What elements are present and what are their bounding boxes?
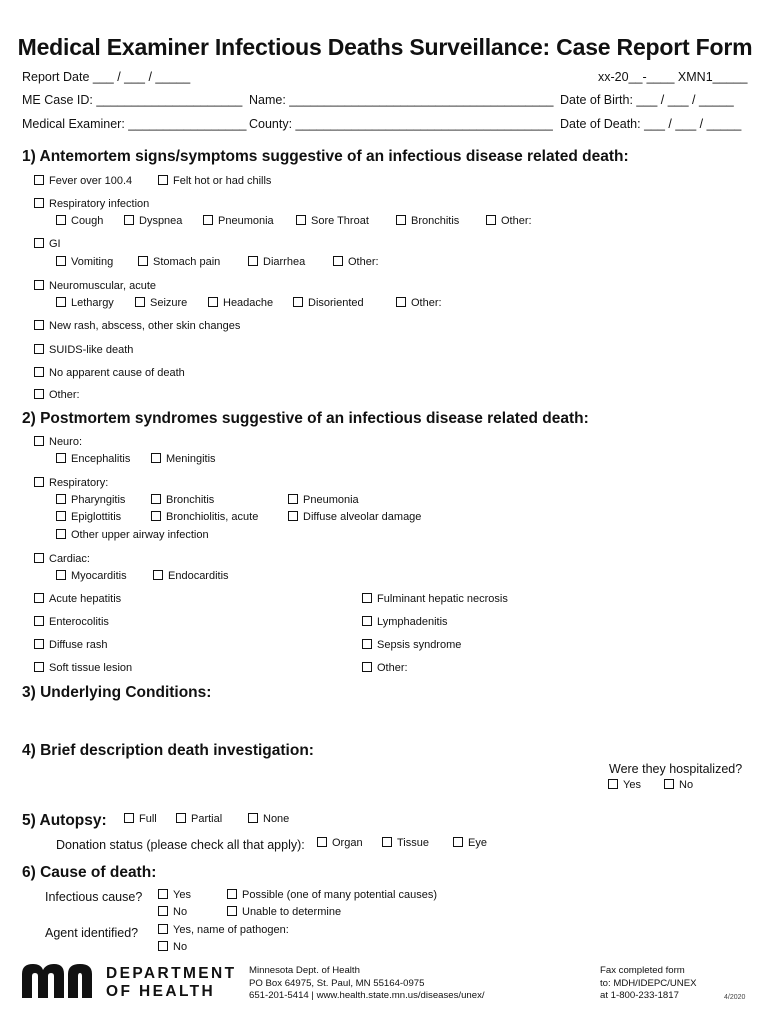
case-code-field[interactable]: xx-20__-____ XMN1_____ <box>598 70 748 84</box>
lymphadenitis-option[interactable]: Lymphadenitis <box>362 616 448 628</box>
agent-yes-option[interactable]: Yes, name of pathogen: <box>158 924 289 936</box>
myocarditis-option[interactable]: Myocarditis <box>56 570 127 582</box>
checkbox[interactable] <box>34 616 44 626</box>
checkbox[interactable] <box>158 175 168 185</box>
respiratory-infection-option[interactable]: Respiratory infection <box>34 198 149 210</box>
checkbox[interactable] <box>208 297 218 307</box>
section-6-title: 6) Cause of death: <box>22 864 157 881</box>
cardiac-option[interactable]: Cardiac: <box>34 553 90 565</box>
checkbox[interactable] <box>362 662 372 672</box>
checkbox[interactable] <box>317 837 327 847</box>
section-2-title: 2) Postmortem syndromes suggestive of an infectious disease related death: <box>22 410 589 427</box>
checkbox[interactable] <box>34 280 44 290</box>
checkbox[interactable] <box>158 941 168 951</box>
gi-option[interactable]: GI <box>34 238 61 250</box>
checkbox[interactable] <box>124 813 134 823</box>
vomiting-option[interactable]: Vomiting <box>56 256 113 268</box>
checkbox[interactable] <box>34 344 44 354</box>
epiglottitis-option[interactable]: Epiglottitis <box>56 511 121 523</box>
unable-determine-option[interactable]: Unable to determine <box>227 906 341 918</box>
checkbox[interactable] <box>34 367 44 377</box>
section-4-title: 4) Brief description death investigation: <box>22 742 314 759</box>
checkbox[interactable] <box>56 215 66 225</box>
checkbox[interactable] <box>362 639 372 649</box>
checkbox[interactable] <box>396 297 406 307</box>
checkbox[interactable] <box>453 837 463 847</box>
checkbox[interactable] <box>56 570 66 580</box>
checkbox[interactable] <box>227 906 237 916</box>
county-field[interactable]: County: _____________________________________ <box>249 117 553 131</box>
soft-tissue-lesion-option[interactable]: Soft tissue lesion <box>34 662 132 674</box>
checkbox[interactable] <box>153 570 163 580</box>
donation-tissue-option[interactable]: Tissue <box>382 837 429 849</box>
checkbox[interactable] <box>227 889 237 899</box>
checkbox[interactable] <box>34 553 44 563</box>
sore-throat-option[interactable]: Sore Throat <box>296 215 369 227</box>
checkbox[interactable] <box>151 453 161 463</box>
pm-bronchitis-option[interactable]: Bronchitis <box>151 494 214 506</box>
infectious-yes-option[interactable]: Yes <box>158 889 191 901</box>
meningitis-option[interactable]: Meningitis <box>151 453 216 465</box>
checkbox[interactable] <box>486 215 496 225</box>
checkbox[interactable] <box>396 215 406 225</box>
diffuse-rash-option[interactable]: Diffuse rash <box>34 639 108 651</box>
autopsy-none-option[interactable]: None <box>248 813 289 825</box>
checkbox[interactable] <box>293 297 303 307</box>
stomach-pain-option[interactable]: Stomach pain <box>138 256 220 268</box>
checkbox[interactable] <box>362 616 372 626</box>
checkbox[interactable] <box>138 256 148 266</box>
checkbox[interactable] <box>151 494 161 504</box>
hospitalized-yes-option[interactable]: Yes <box>608 779 641 791</box>
neuro-other-option[interactable]: Other: <box>396 297 442 309</box>
donation-status-label: Donation status (please check all that apply): <box>56 838 305 852</box>
checkbox[interactable] <box>34 238 44 248</box>
checkbox[interactable] <box>151 511 161 521</box>
section-5-title: 5) Autopsy: <box>22 812 107 829</box>
checkbox[interactable] <box>34 436 44 446</box>
dob-field[interactable]: Date of Birth: ___ / ___ / _____ <box>560 93 734 107</box>
seizure-option[interactable]: Seizure <box>135 297 187 309</box>
checkbox[interactable] <box>34 320 44 330</box>
autopsy-partial-option[interactable]: Partial <box>176 813 222 825</box>
department-of-health-logo: DEPARTMENT OF HEALTH <box>106 965 237 1000</box>
fever-option[interactable]: Fever over 100.4 <box>34 175 132 187</box>
checkbox[interactable] <box>158 924 168 934</box>
checkbox[interactable] <box>34 662 44 672</box>
name-field[interactable]: Name: ______________________________________ <box>249 93 554 107</box>
checkbox[interactable] <box>56 453 66 463</box>
checkbox[interactable] <box>56 494 66 504</box>
mn-logo-icon <box>22 964 98 998</box>
donation-organ-option[interactable]: Organ <box>317 837 363 849</box>
disoriented-option[interactable]: Disoriented <box>293 297 364 309</box>
encephalitis-option[interactable]: Encephalitis <box>56 453 130 465</box>
section-3-title: 3) Underlying Conditions: <box>22 684 212 701</box>
lethargy-option[interactable]: Lethargy <box>56 297 114 309</box>
neuromuscular-option[interactable]: Neuromuscular, acute <box>34 280 156 292</box>
checkbox[interactable] <box>296 215 306 225</box>
felt-hot-option[interactable]: Felt hot or had chills <box>158 175 271 187</box>
suids-option[interactable]: SUIDS-like death <box>34 344 133 356</box>
dod-field[interactable]: Date of Death: ___ / ___ / _____ <box>560 117 742 131</box>
checkbox[interactable] <box>34 639 44 649</box>
checkbox[interactable] <box>664 779 674 789</box>
checkbox[interactable] <box>124 215 134 225</box>
checkbox[interactable] <box>248 813 258 823</box>
acute-hepatitis-option[interactable]: Acute hepatitis <box>34 593 121 605</box>
section-1-title: 1) Antemortem signs/symptoms suggestive of an infectious disease related death: <box>22 148 629 165</box>
checkbox[interactable] <box>56 511 66 521</box>
agent-identified-question: Agent identified? <box>45 926 139 940</box>
endocarditis-option[interactable]: Endocarditis <box>153 570 229 582</box>
agent-no-option[interactable]: No <box>158 941 187 953</box>
fulminant-hepatic-option[interactable]: Fulminant hepatic necrosis <box>362 593 508 605</box>
gi-other-option[interactable]: Other: <box>333 256 379 268</box>
pneumonia-option[interactable]: Pneumonia <box>203 215 274 227</box>
infectious-no-option[interactable]: No <box>158 906 187 918</box>
checkbox[interactable] <box>158 906 168 916</box>
checkbox[interactable] <box>34 198 44 208</box>
s1-other-option[interactable]: Other: <box>34 389 80 401</box>
checkbox[interactable] <box>288 511 298 521</box>
donation-eye-option[interactable]: Eye <box>453 837 487 849</box>
version-label: 4/2020 <box>724 994 746 1001</box>
cough-option[interactable]: Cough <box>56 215 103 227</box>
checkbox[interactable] <box>362 593 372 603</box>
checkbox[interactable] <box>333 256 343 266</box>
pm-pneumonia-option[interactable]: Pneumonia <box>288 494 359 506</box>
checkbox[interactable] <box>34 593 44 603</box>
sepsis-option[interactable]: Sepsis syndrome <box>362 639 461 651</box>
diffuse-alveolar-option[interactable]: Diffuse alveolar damage <box>288 511 421 523</box>
checkbox[interactable] <box>248 256 258 266</box>
upper-airway-option[interactable]: Other upper airway infection <box>56 529 209 541</box>
checkbox[interactable] <box>34 477 44 487</box>
checkbox[interactable] <box>158 889 168 899</box>
footer-fax-info: Fax completed form to: MDH/IDEPC/UNEX at 1-800-233-1817 <box>600 965 697 1001</box>
checkbox[interactable] <box>34 175 44 185</box>
checkbox[interactable] <box>176 813 186 823</box>
form-title: Medical Examiner Infectious Deaths Surveillance: Case Report Form <box>17 34 753 60</box>
enterocolitis-option[interactable]: Enterocolitis <box>34 616 109 628</box>
hospitalized-no-option[interactable]: No <box>664 779 693 791</box>
checkbox[interactable] <box>288 494 298 504</box>
report-date-field[interactable]: Report Date ___ / ___ / _____ <box>22 70 191 84</box>
resp-other-option[interactable]: Other: <box>486 215 532 227</box>
rash-option[interactable]: New rash, abscess, other skin changes <box>34 320 240 332</box>
pm-neuro-option[interactable]: Neuro: <box>34 436 82 448</box>
footer-address: Minnesota Dept. of Health PO Box 64975, St. Paul, MN 55164-0975 651-201-5414 | www.health.state.mn.us/diseases/unex/ <box>249 965 485 1001</box>
checkbox[interactable] <box>56 529 66 539</box>
checkbox[interactable] <box>34 389 44 399</box>
bronchiolitis-option[interactable]: Bronchiolitis, acute <box>151 511 258 523</box>
hospitalized-question: Were they hospitalized? <box>609 762 743 776</box>
dyspnea-option[interactable]: Dyspnea <box>124 215 182 227</box>
possible-cause-option[interactable]: Possible (one of many potential causes) <box>227 889 437 901</box>
me-case-id-field[interactable]: ME Case ID: _____________________ <box>22 93 243 107</box>
checkbox[interactable] <box>382 837 392 847</box>
bronchitis-option[interactable]: Bronchitis <box>396 215 459 227</box>
s2-other-option[interactable]: Other: <box>362 662 408 674</box>
checkbox[interactable] <box>56 297 66 307</box>
checkbox[interactable] <box>203 215 213 225</box>
checkbox[interactable] <box>56 256 66 266</box>
checkbox[interactable] <box>135 297 145 307</box>
pharyngitis-option[interactable]: Pharyngitis <box>56 494 125 506</box>
infectious-cause-question: Infectious cause? <box>45 890 143 904</box>
checkbox[interactable] <box>608 779 618 789</box>
pm-respiratory-option[interactable]: Respiratory: <box>34 477 108 489</box>
autopsy-full-option[interactable]: Full <box>124 813 157 825</box>
medical-examiner-field[interactable]: Medical Examiner: _________________ <box>22 117 247 131</box>
diarrhea-option[interactable]: Diarrhea <box>248 256 305 268</box>
no-apparent-cause-option[interactable]: No apparent cause of death <box>34 367 185 379</box>
headache-option[interactable]: Headache <box>208 297 273 309</box>
